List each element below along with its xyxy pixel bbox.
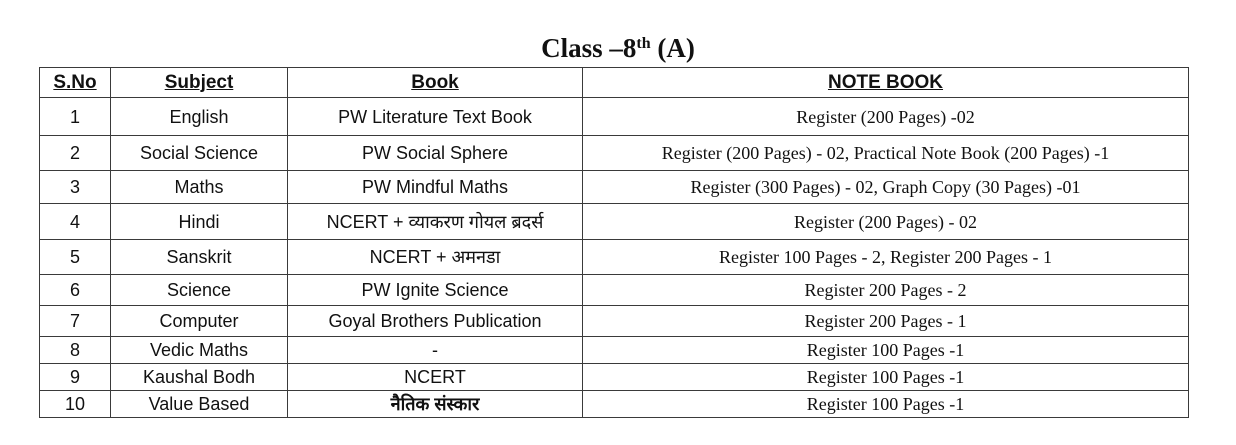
table-row <box>40 240 1189 275</box>
cell-sno: 9 <box>40 364 111 391</box>
cell-subject: Science <box>111 275 288 306</box>
table-row <box>40 306 1189 337</box>
title-section: (A) <box>650 33 695 63</box>
cell-sno: 10 <box>40 391 111 418</box>
page-title <box>0 30 1236 66</box>
cell-notebook: Register (200 Pages) - 02 <box>583 204 1189 240</box>
cell-book: PW Mindful Maths <box>288 171 583 204</box>
table-row <box>40 337 1189 364</box>
header-sno: S.No <box>40 68 111 98</box>
book-list-table <box>39 67 1189 418</box>
title-main: Class –8 <box>541 33 637 63</box>
title-superscript: th <box>636 35 651 52</box>
table-row <box>40 98 1189 136</box>
header-book: Book <box>288 68 583 98</box>
cell-book: PW Ignite Science <box>288 275 583 306</box>
cell-notebook: Register 200 Pages - 2 <box>583 275 1189 306</box>
cell-subject: Value Based <box>111 391 288 418</box>
table-row <box>40 171 1189 204</box>
table-row <box>40 391 1189 418</box>
cell-book: Goyal Brothers Publication <box>288 306 583 337</box>
cell-sno: 5 <box>40 240 111 275</box>
cell-sno: 7 <box>40 306 111 337</box>
cell-subject: Sanskrit <box>111 240 288 275</box>
cell-notebook: Register 100 Pages -1 <box>583 391 1189 418</box>
cell-book: NCERT + अमनडा <box>288 240 583 275</box>
cell-subject: Social Science <box>111 136 288 171</box>
table-row <box>40 364 1189 391</box>
table-row <box>40 136 1189 171</box>
cell-book: NCERT <box>288 364 583 391</box>
cell-subject: English <box>111 98 288 136</box>
cell-subject: Maths <box>111 171 288 204</box>
cell-notebook: Register 100 Pages -1 <box>583 364 1189 391</box>
cell-subject: Hindi <box>111 204 288 240</box>
cell-book: NCERT + व्याकरण गोयल ब्रदर्स <box>288 204 583 240</box>
cell-subject: Vedic Maths <box>111 337 288 364</box>
header-subject: Subject <box>111 68 288 98</box>
cell-notebook: Register 100 Pages - 2, Register 200 Pages - 1 <box>583 240 1189 275</box>
table-header-row <box>40 68 1189 98</box>
cell-subject: Kaushal Bodh <box>111 364 288 391</box>
cell-book: PW Literature Text Book <box>288 98 583 136</box>
cell-sno: 6 <box>40 275 111 306</box>
cell-notebook: Register 100 Pages -1 <box>583 337 1189 364</box>
cell-sno: 1 <box>40 98 111 136</box>
cell-notebook: Register (200 Pages) -02 <box>583 98 1189 136</box>
table-row <box>40 275 1189 306</box>
cell-notebook: Register (200 Pages) - 02, Practical Note Book (200 Pages) -1 <box>583 136 1189 171</box>
cell-book: - <box>288 337 583 364</box>
cell-notebook: Register 200 Pages - 1 <box>583 306 1189 337</box>
cell-notebook: Register (300 Pages) - 02, Graph Copy (30 Pages) -01 <box>583 171 1189 204</box>
cell-book: PW Social Sphere <box>288 136 583 171</box>
cell-book: नैतिक संस्कार <box>288 391 583 418</box>
cell-subject: Computer <box>111 306 288 337</box>
cell-sno: 8 <box>40 337 111 364</box>
table-row <box>40 204 1189 240</box>
cell-sno: 2 <box>40 136 111 171</box>
cell-sno: 4 <box>40 204 111 240</box>
header-notebook: NOTE BOOK <box>583 68 1189 98</box>
cell-sno: 3 <box>40 171 111 204</box>
